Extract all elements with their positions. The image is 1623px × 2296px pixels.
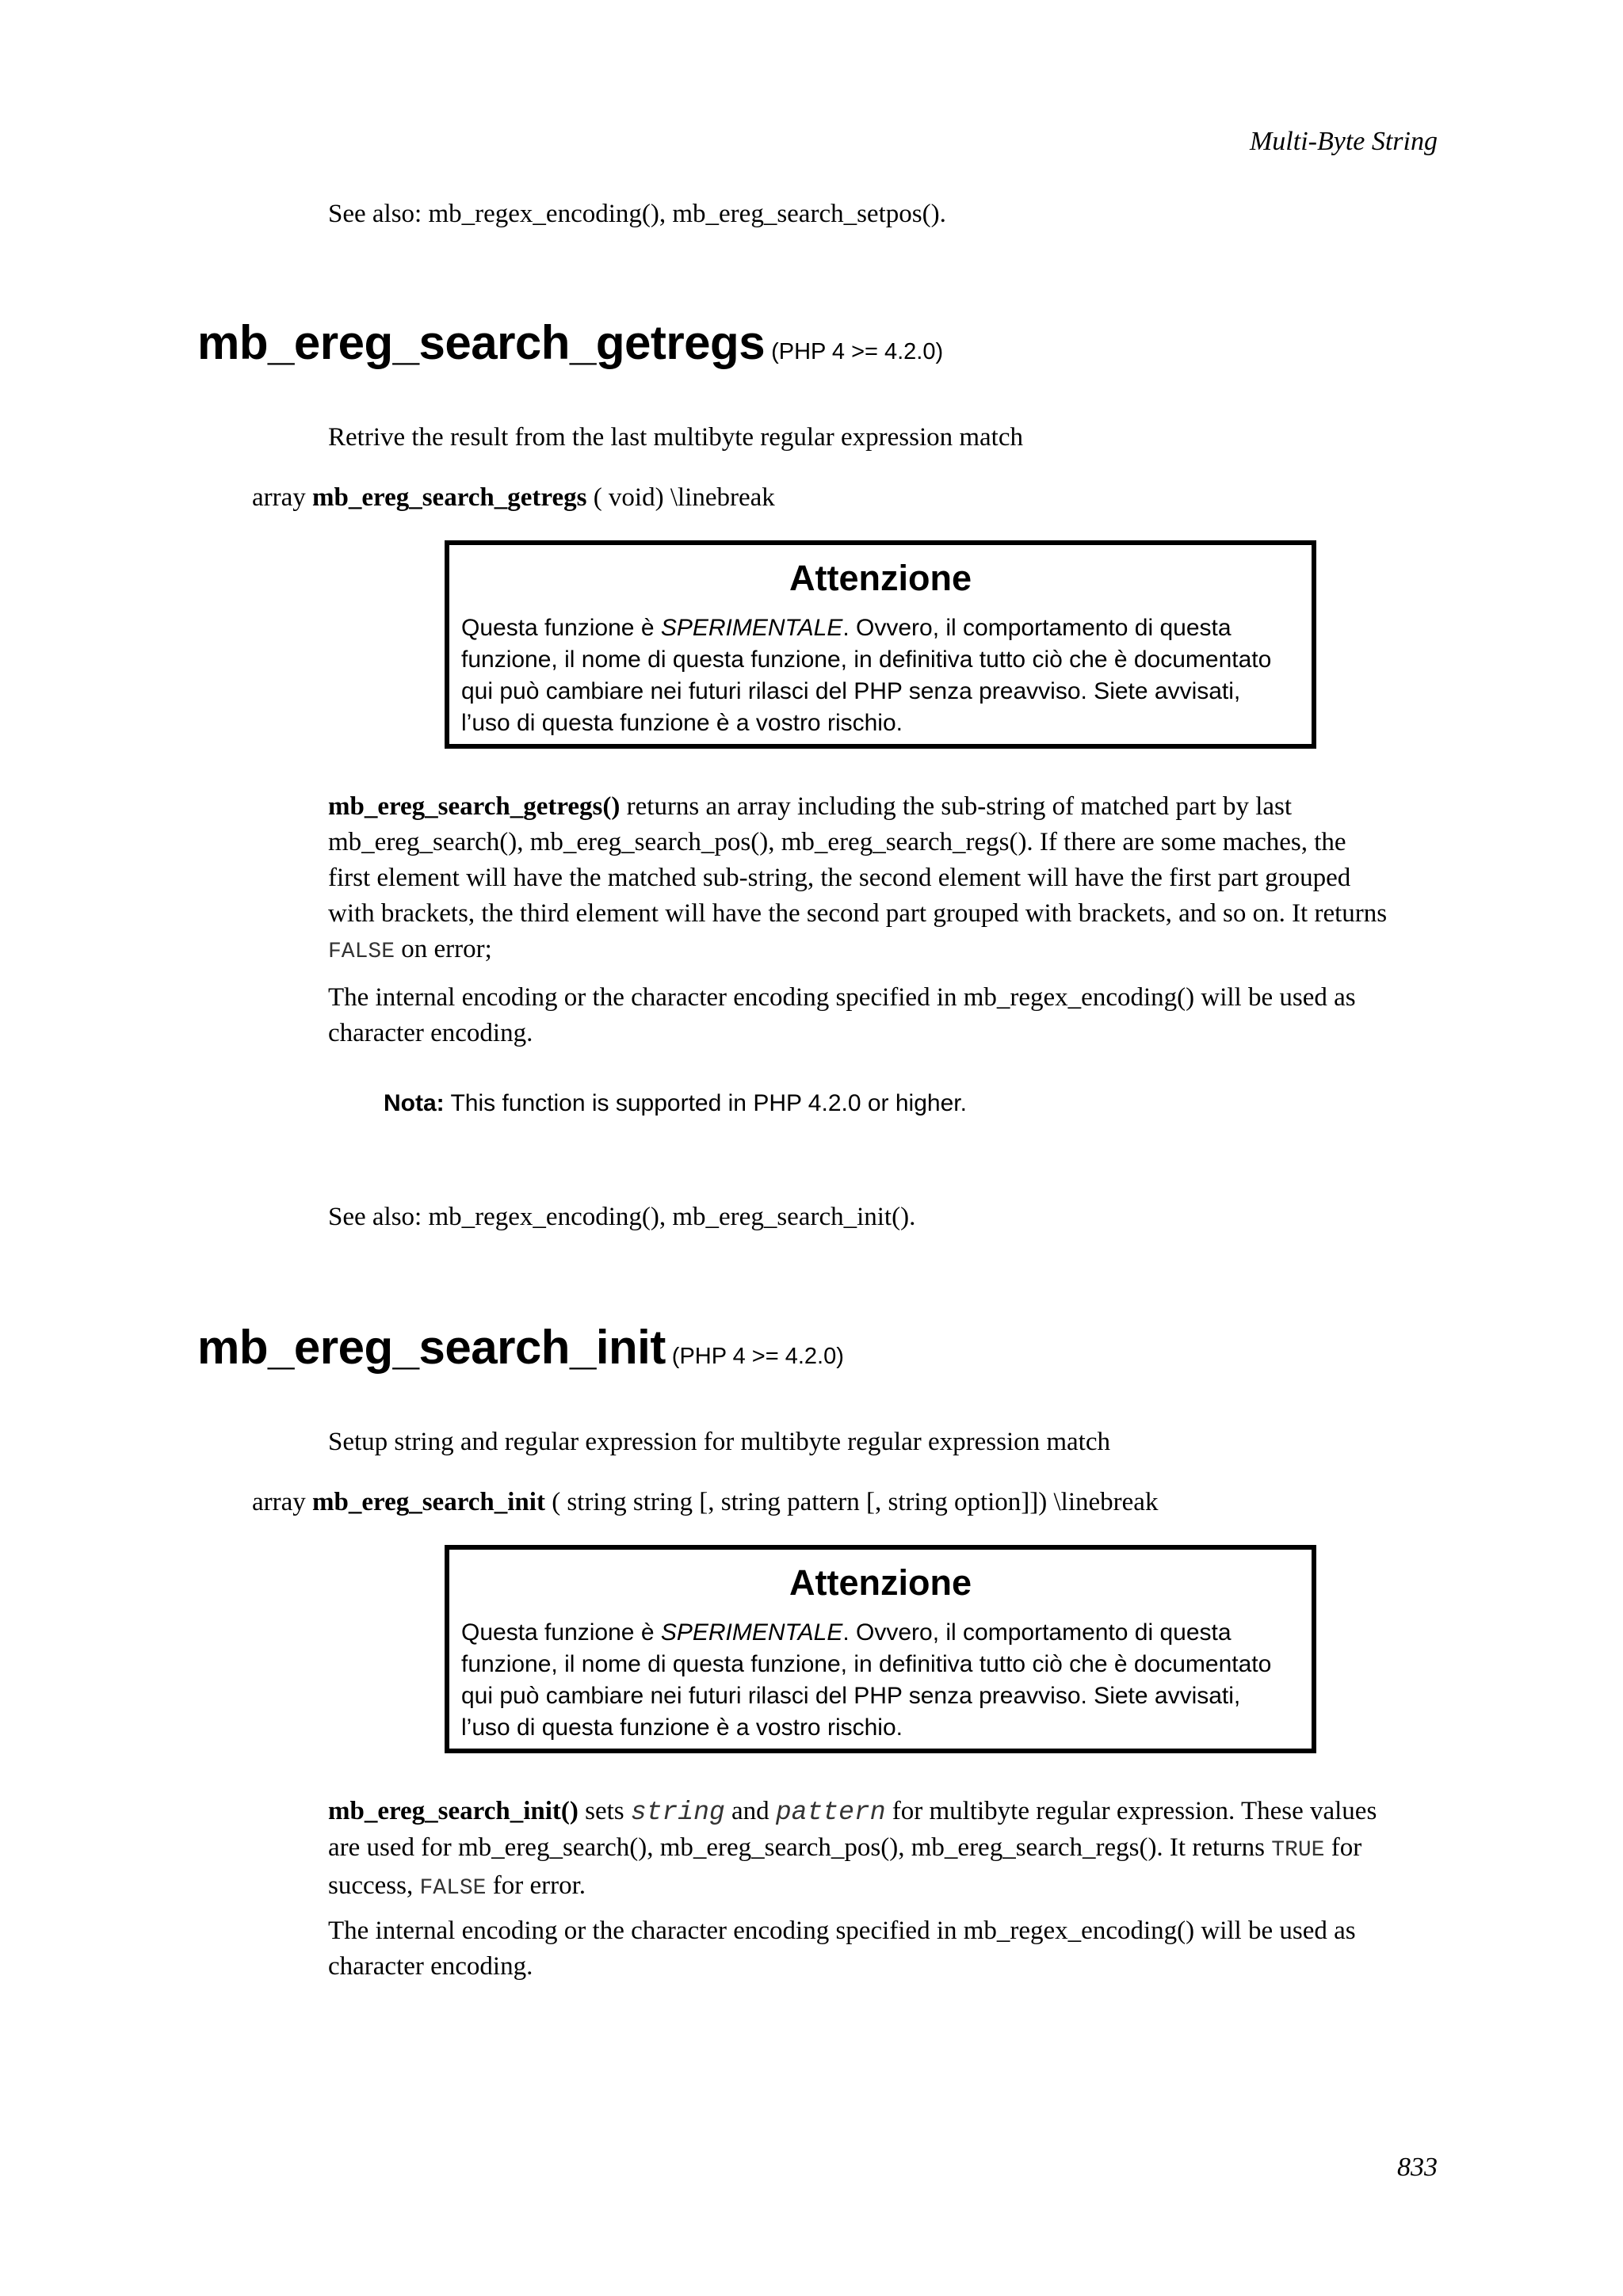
param-pattern: pattern: [775, 1798, 886, 1827]
synopsis-init: [252, 1485, 1158, 1520]
heading-version: (PHP 4 >= 4.2.0): [771, 339, 944, 364]
synopsis-getregs: [252, 480, 775, 516]
warning-box-getregs: [445, 540, 1316, 749]
false-constant: FALSE: [419, 1876, 487, 1901]
synopsis-function: mb_ereg_search_getregs: [312, 483, 587, 512]
false-constant: FALSE: [328, 940, 395, 964]
description-getregs: mb_ereg_search_getregs() returns an array including the sub-string of matched part by last mb_ereg_search(), mb_ereg_search_pos(), mb_ereg_search_regs(). If there are some maches, the first element will have the matched sub-string, the second element will have the first part grouped with brackets, the third element will have the second part grouped with brackets, and so on. It returns FALSE on error;: [328, 792, 1388, 964]
heading-version: (PHP 4 >= 4.2.0): [671, 1344, 844, 1369]
warning-title: Attenzione: [789, 1562, 972, 1603]
synopsis-function: mb_ereg_search_init: [312, 1488, 545, 1516]
section-heading-getregs: [197, 315, 943, 379]
function-name: mb_ereg_search_init(): [328, 1797, 579, 1825]
warning-box-init: [445, 1545, 1316, 1753]
function-name: mb_ereg_search_getregs(): [328, 792, 621, 821]
purpose-getregs: Retrive the result from the last multibyte regular expression match: [328, 423, 1023, 452]
description-init: mb_ereg_search_init() sets string and pattern for multibyte regular expression. These values are used for mb_ereg_search(), mb_ereg_search_pos(), mb_ereg_search_regs(). It returns TRUE for success, FALSE for error.: [328, 1797, 1377, 1901]
synopsis-args: ( string string [, string pattern [, string option]]) \linebreak: [552, 1488, 1159, 1516]
note-getregs: [384, 1088, 967, 1119]
synopsis-return-type: array: [252, 1488, 306, 1516]
running-head: Multi-Byte String: [1249, 127, 1438, 156]
purpose-init: Setup string and regular expression for multibyte regular expression match: [328, 1428, 1110, 1456]
warning-experimental: SPERIMENTALE: [660, 615, 843, 641]
warning-body: Questa funzione è SPERIMENTALE. Ovvero, il comportamento di questa funzione, il nome di questa funzione, in definitiva tutto ciò che è documentato qui può cambiare nei futuri rilasci del PHP senza preavviso. Siete avvisati, l’uso di questa funzione è a vostro rischio.: [461, 615, 1272, 736]
warning-experimental: SPERIMENTALE: [660, 1619, 843, 1646]
param-string: string: [630, 1798, 725, 1827]
encoding-note-getregs: The internal encoding or the character encoding specified in mb_regex_encoding() will be used as character encoding.: [328, 983, 1356, 1047]
heading-title: mb_ereg_search_getregs: [197, 316, 766, 369]
synopsis-return-type: array: [252, 483, 306, 512]
warning-body: Questa funzione è SPERIMENTALE. Ovvero, il comportamento di questa funzione, il nome di questa funzione, in definitiva tutto ciò che è documentato qui può cambiare nei futuri rilasci del PHP senza preavviso. Siete avvisati, l’uso di questa funzione è a vostro rischio.: [461, 1619, 1272, 1741]
true-constant: TRUE: [1271, 1838, 1325, 1863]
synopsis-args: ( void) \linebreak: [593, 483, 775, 512]
note-text: This function is supported in PHP 4.2.0 or higher.: [444, 1090, 967, 1116]
page-number: 833: [1397, 2153, 1438, 2182]
note-label: Nota:: [384, 1090, 445, 1116]
warning-title: Attenzione: [789, 558, 972, 598]
see-also-getregs: See also: mb_regex_encoding(), mb_ereg_search_init().: [328, 1203, 916, 1231]
heading-title: mb_ereg_search_init: [197, 1321, 666, 1374]
encoding-note-init: The internal encoding or the character encoding specified in mb_regex_encoding() will be used as character encoding.: [328, 1917, 1356, 1981]
top-see-also: See also: mb_regex_encoding(), mb_ereg_search_setpos().: [328, 200, 946, 228]
section-heading-init: [197, 1320, 844, 1384]
